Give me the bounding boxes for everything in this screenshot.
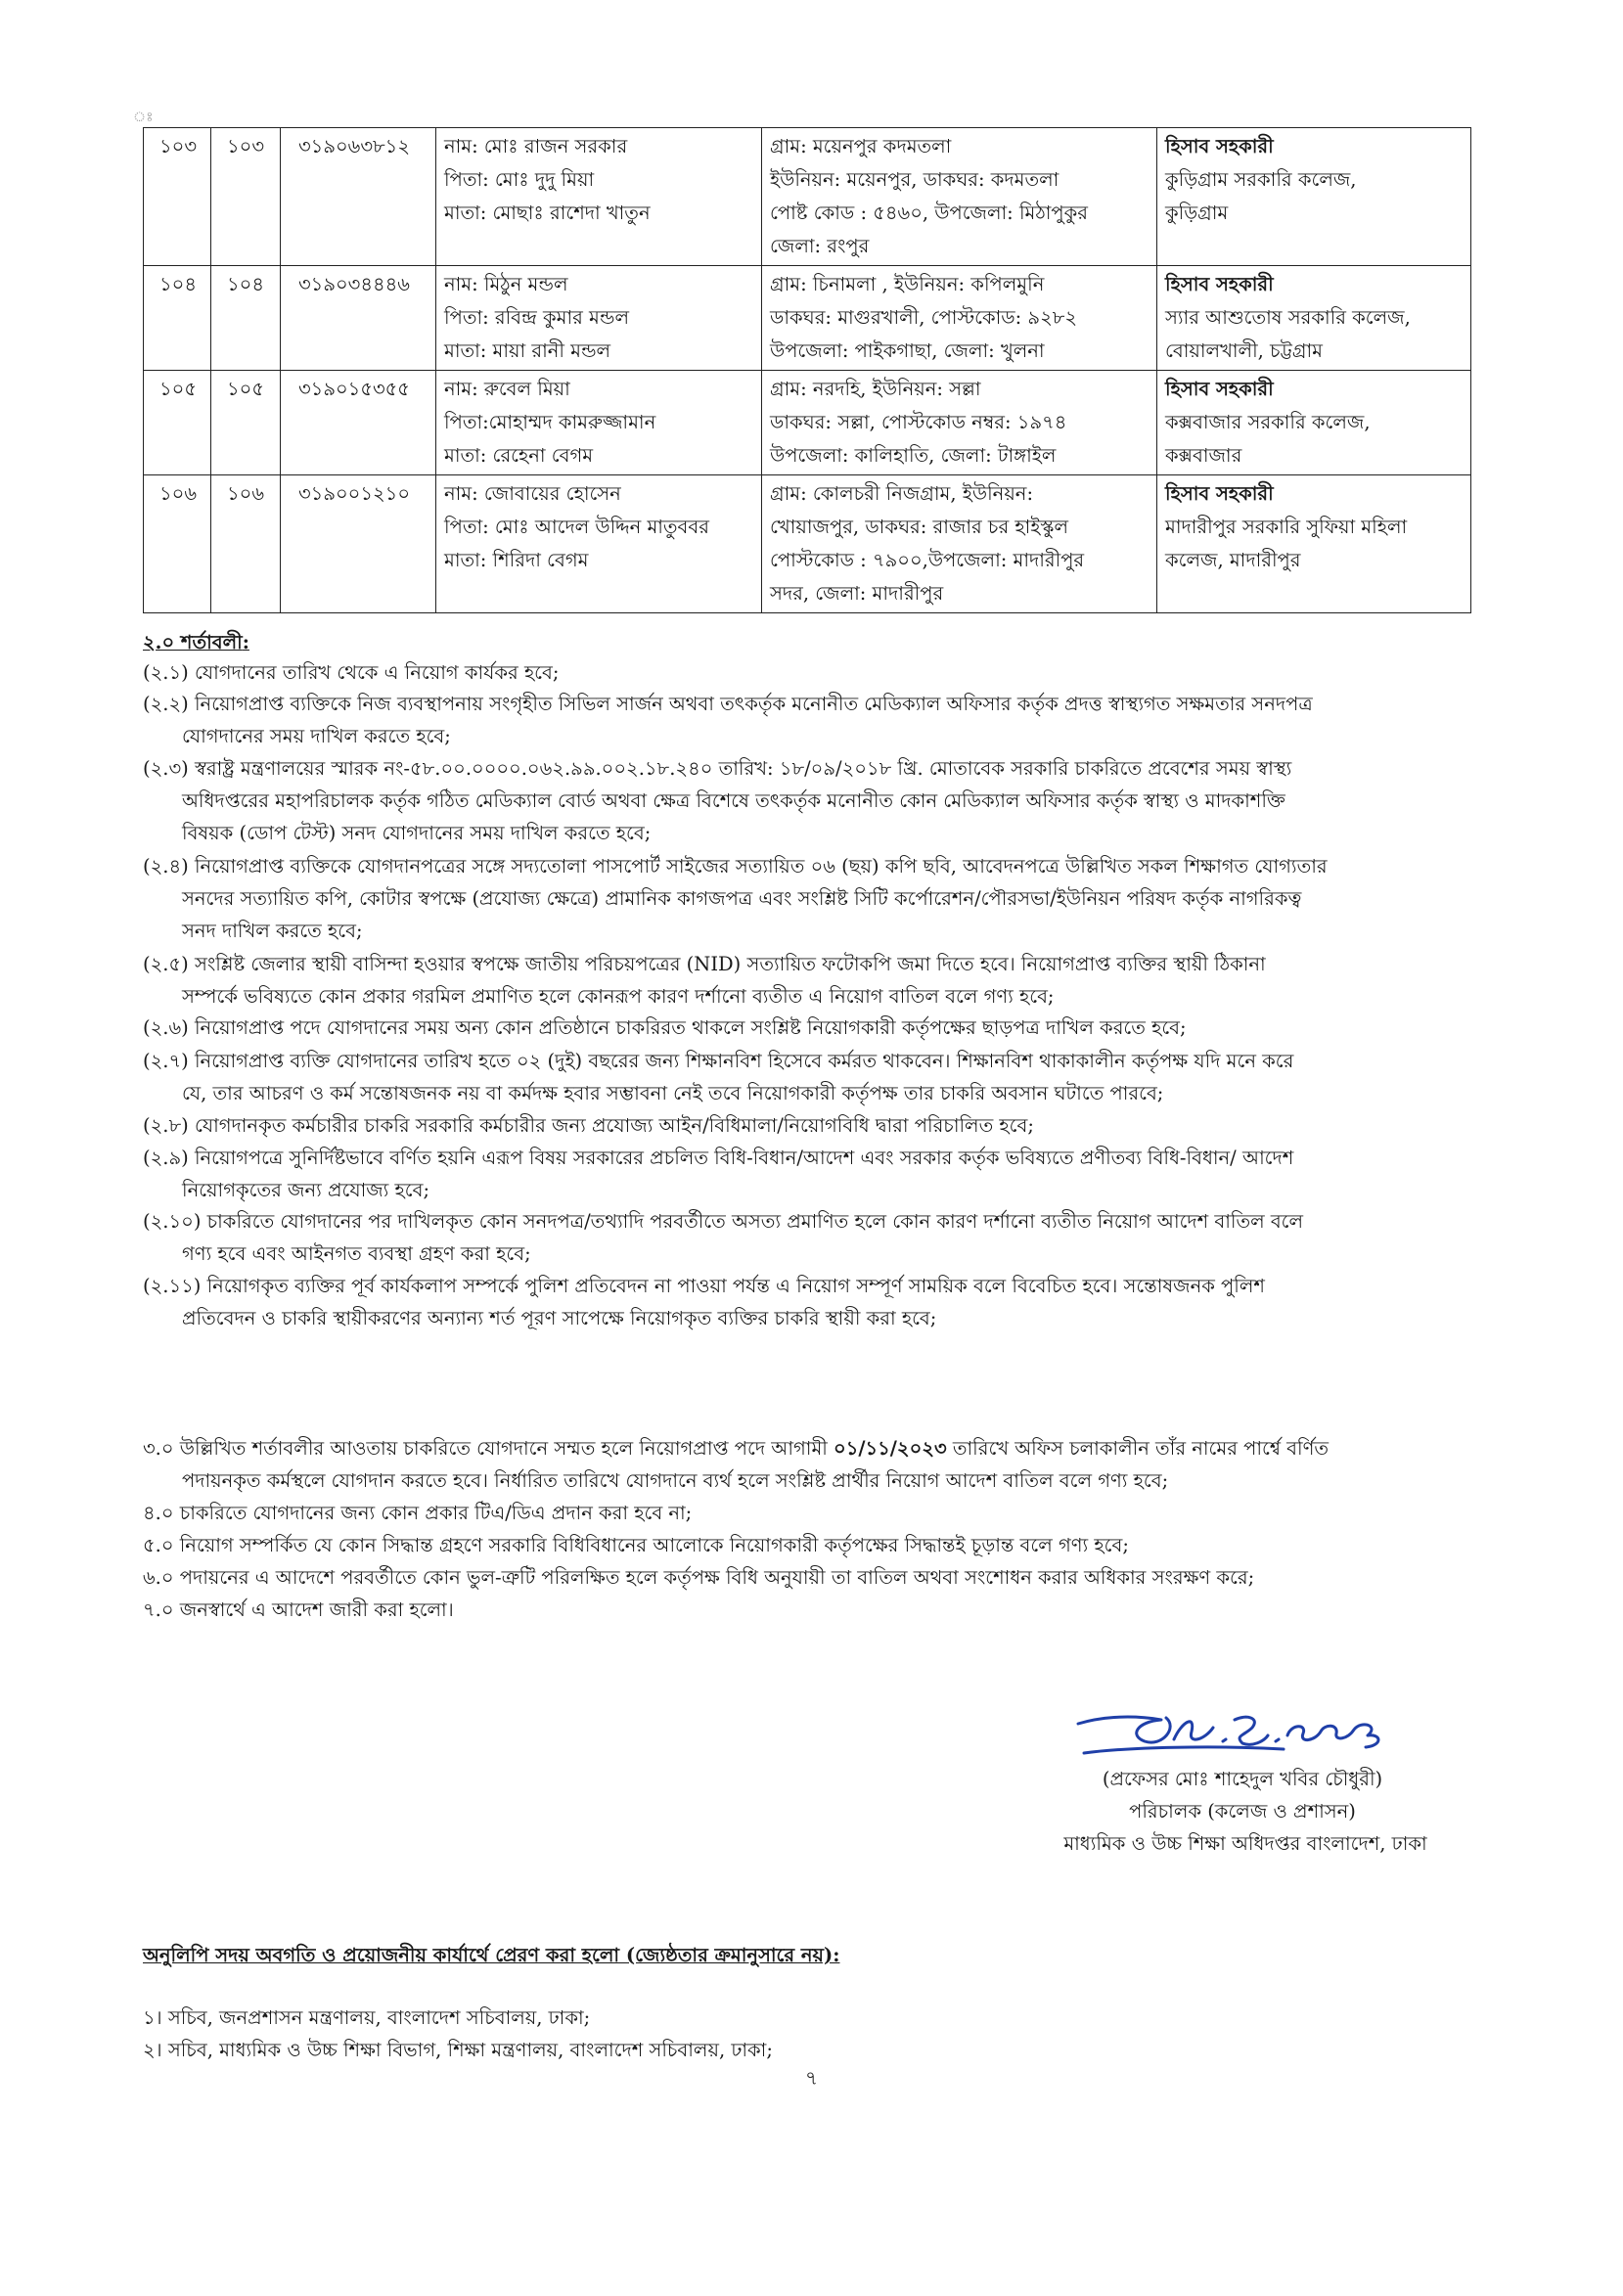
candidate-info-line: নাম: মিঠুন মন্ডল [444, 273, 568, 295]
merit-cell: ১০৪ [211, 266, 281, 371]
condition-line: (২.১১) নিয়োগকৃত ব্যক্তির পূর্ব কার্যকলাপ সম্পর্কে পুলিশ প্রতিবেদন না পাওয়া পর্যন্ত এ নিয়োগ সম্পূর্ণ সাময়িক বলে বিবেচিত হবে। সন্তোষজনক পুলিশ [143, 1275, 1265, 1297]
candidate-info-line: পিতা: রবিন্দ্র কুমার মন্ডল [444, 306, 629, 329]
post-title: হিসাব সহকারী [1165, 378, 1274, 400]
posting-line: স্যার আশুতোষ সরকারি কলেজ, [1165, 306, 1411, 329]
address-line: গ্রাম: ময়েনপুর কদমতলা [770, 135, 952, 158]
condition-line: অধিদপ্তরের মহাপরিচালক কর্তৃক গঠিত মেডিক্যাল বোর্ড অথবা ক্ষেত্র বিশেষে তৎকর্তৃক মনোনীত কোন মেডিক্যাল অফিসার কর্তৃক স্বাস্থ্য ও মাদকাশক্তি [182, 789, 1285, 812]
merit-cell: ১০৩ [211, 128, 281, 266]
condition-line: (২.১) যোগদানের তারিখ থেকে এ নিয়োগ কার্যকর হবে; [143, 661, 560, 684]
condition-line: (২.৮) যোগদানকৃত কর্মচারীর চাকরি সরকারি কর্মচারীর জন্য প্রযোজ্য আইন/বিধিমালা/নিয়োগবিধি দ্বারা পরিচালিত হবে; [143, 1114, 1034, 1137]
candidate-info-line: নাম: মোঃ রাজন সরকার [444, 135, 628, 158]
copy-item: ২। সচিব, মাধ্যমিক ও উচ্চ শিক্ষা বিভাগ, শিক্ষা মন্ত্রণালয়, বাংলাদেশ সচিবালয়, ঢাকা; [143, 2039, 773, 2061]
condition-line: বিষয়ক (ডোপ টেস্ট) সনদ যোগদানের সময় দাখিল করতে হবে; [182, 822, 652, 844]
condition-line: (২.৪) নিয়োগপ্রাপ্ত ব্যক্তিকে যোগদানপত্রের সঙ্গে সদ্যতোলা পাসপোর্ট সাইজের সত্যায়িত ০৬ (ছয়) কপি ছবি, আবেদনপত্রে উল্লিখিত সকল শিক্ষাগত যোগ্যতার [143, 855, 1328, 878]
condition-line: (২.৯) নিয়োগপত্রে সুনির্দিষ্টভাবে বর্ণিত হয়নি এরূপ বিষয় সরকারের প্রচলিত বিধি-বিধান/আদেশ এবং সরকার কর্তৃক ভবিষ্যতে প্রণীতব্য বিধি-বিধান/ আদেশ [143, 1147, 1294, 1169]
table-row [144, 266, 1471, 371]
posting-cell [1157, 128, 1471, 266]
candidate-info-line: মাতা: মোছাঃ রাশেদা খাতুন [444, 202, 651, 224]
address-line: উপজেলা: কালিহাতি, জেলা: টাঙ্গাইল [770, 444, 1057, 467]
table-row [144, 371, 1471, 475]
post-title: হিসাব সহকারী [1165, 482, 1274, 505]
condition-line: যে, তার আচরণ ও কর্ম সন্তোষজনক নয় বা কর্মদক্ষ হবার সম্ভাবনা নেই তবে নিয়োগকারী কর্তৃপক্ষ তার চাকরি অবসান ঘটাতে পারবে; [182, 1082, 1164, 1104]
candidate-info-line: পিতা:মোহাম্মদ কামরুজ্জামান [444, 411, 656, 433]
paragraph-3-text-before: ৩.০ উল্লিখিত শর্তাবলীর আওতায় চাকরিতে যোগদানে সম্মত হলে নিয়োগপ্রাপ্ত পদে আগামী [143, 1437, 834, 1460]
condition-item [143, 752, 1471, 849]
candidate-info-line: নাম: রুবেল মিয়া [444, 378, 570, 400]
terms-heading-suffix: : [242, 631, 249, 653]
condition-line: সনদের সত্যায়িত কপি, কোটার স্বপক্ষে (প্রযোজ্য ক্ষেত্রে) প্রামানিক কাগজপত্র এবং সংশ্লিষ্ট সিটি কর্পোরেশন/পৌরসভা/ইউনিয়ন পরিষদ কর্তৃক নাগরিকত্ব [182, 887, 1302, 910]
address-line: পোষ্ট কোড : ৫৪৬০, উপজেলা: মিঠাপুকুর [770, 202, 1089, 224]
paragraph-6: ৬.০ পদায়নের এ আদেশে পরবর্তীতে কোন ভুল-ত্রুটি পরিলক্ষিত হলে কর্তৃপক্ষ বিধি অনুযায়ী তা বাতিল অথবা সংশোধন করার অধিকার সংরক্ষণ করে; [143, 1566, 1255, 1589]
address-line: ডাকঘর: সল্লা, পোস্টকোড নম্বর: ১৯৭৪ [770, 411, 1067, 433]
terms-heading [143, 626, 249, 658]
condition-item [143, 1270, 1471, 1334]
page-number: ৭ [804, 2066, 818, 2090]
address-line: জেলা: রংপুর [770, 235, 870, 257]
officer-designation: পরিচালক (কলেজ ও প্রশাসন) [1129, 1800, 1356, 1823]
candidate-info-cell [436, 371, 762, 475]
address-line: খোয়াজপুর, ডাকঘর: রাজার চর হাইস্কুল [770, 516, 1068, 538]
condition-line: (২.৫) সংশ্লিষ্ট জেলার স্থায়ী বাসিন্দা হওয়ার স্বপক্ষে জাতীয় পরিচয়পত্রের (NID) সত্যায়িত ফটোকপি জমা দিতে হবে। নিয়োগপ্রাপ্ত ব্যক্তির স্থায়ী ঠিকানা [143, 953, 1266, 975]
posting-line: কক্সবাজার সরকারি কলেজ, [1165, 411, 1371, 433]
condition-line: (২.৬) নিয়োগপ্রাপ্ত পদে যোগদানের সময় অন্য কোন প্রতিষ্ঠানে চাকরিরত থাকলে সংশ্লিষ্ট নিয়োগকারী কর্তৃপক্ষের ছাড়পত্র দাখিল করতে হবে; [143, 1016, 1187, 1039]
condition-item [143, 850, 1471, 947]
condition-line: সনদ দাখিল করতে হবে; [182, 920, 363, 942]
condition-item [143, 1109, 1471, 1142]
condition-item [143, 1142, 1471, 1206]
condition-line: যোগদানের সময় দাখিল করতে হবে; [182, 725, 451, 747]
posting-cell [1157, 475, 1471, 613]
post-title: হিসাব সহকারী [1165, 273, 1274, 295]
condition-item [143, 1012, 1471, 1044]
roll-cell: ৩১৯০৬৩৮১২ [281, 128, 436, 266]
posting-line: মাদারীপুর সরকারি সুফিয়া মহিলা [1165, 516, 1408, 538]
posting-line: বোয়ালখালী, চট্টগ্রাম [1165, 339, 1323, 362]
officer-name: (প্রফেসর মোঃ শাহেদুল খবির চৌধুরী) [1102, 1768, 1383, 1790]
serial-cell: ১০৬ [144, 475, 211, 613]
paragraph-7: ৭.০ জনস্বার্থে এ আদেশ জারী করা হলো। [143, 1598, 454, 1621]
condition-line: গণ্য হবে এবং আইনগত ব্যবস্থা গ্রহণ করা হবে; [182, 1242, 531, 1265]
address-cell [762, 128, 1157, 266]
joining-date: ০১/১১/২০২৩ [834, 1437, 947, 1460]
table-row [144, 128, 1471, 266]
condition-item [143, 1045, 1471, 1109]
condition-line: (২.২) নিয়োগপ্রাপ্ত ব্যক্তিকে নিজ ব্যবস্থাপনায় সংগৃহীত সিভিল সার্জন অথবা তৎকর্তৃক মনোনীত মেডিক্যাল অফিসার কর্তৃক প্রদত্ত স্বাস্থ্যগত সক্ষমতার সনদপত্র [143, 693, 1313, 715]
address-line: ইউনিয়ন: ময়েনপুর, ডাকঘর: কদমতলা [770, 168, 1059, 191]
roll-cell: ৩১৯০০১২১০ [281, 475, 436, 613]
post-title: হিসাব সহকারী [1165, 135, 1274, 158]
appointment-table [143, 127, 1471, 613]
roll-cell: ৩১৯০৩৪৪৪৬ [281, 266, 436, 371]
copy-item: ১। সচিব, জনপ্রশাসন মন্ত্রণালয়, বাংলাদেশ সচিবালয়, ঢাকা; [143, 2006, 591, 2029]
posting-line: কলেজ, মাদারীপুর [1165, 549, 1301, 571]
condition-item [143, 948, 1471, 1013]
condition-line: (২.৭) নিয়োগপ্রাপ্ত ব্যক্তি যোগদানের তারিখ হতে ০২ (দুই) বছরের জন্য শিক্ষানবিশ হিসেবে কর্মরত থাকবেন। শিক্ষানবিশ থাকাকালীন কর্তৃপক্ষ যদি মনে করে [143, 1050, 1294, 1072]
paragraph-3-line-1 [143, 1432, 1471, 1464]
condition-line: (২.৩) স্বরাষ্ট্র মন্ত্রণালয়ের স্মারক নং-৫৮.০০.০০০০.০৬২.৯৯.০০২.১৮.২৪০ তারিখ: ১৮/০৯/২০১৮ খ্রি. মোতাবেক সরকারি চাকরিতে প্রবেশের সময় স্বাস্থ্য [143, 757, 1292, 780]
paragraph-5: ৫.০ নিয়োগ সম্পর্কিত যে কোন সিদ্ধান্ত গ্রহণে সরকারি বিধিবিধানের আলোকে নিয়োগকারী কর্তৃপক্ষের সিদ্ধান্তই চূড়ান্ত বলে গণ্য হবে; [143, 1534, 1129, 1556]
officer-office: মাধ্যমিক ও উচ্চ শিক্ষা অধিদপ্তর বাংলাদেশ, ঢাকা [1063, 1832, 1427, 1855]
posting-cell [1157, 266, 1471, 371]
candidate-info-line: মাতা: মায়া রানী মন্ডল [444, 339, 611, 362]
candidate-info-line: নাম: জোবায়ের হোসেন [444, 482, 621, 505]
condition-line: নিয়োগকৃতের জন্য প্রযোজ্য হবে; [182, 1179, 430, 1201]
address-line: গ্রাম: নরদহি, ইউনিয়ন: সল্লা [770, 378, 981, 400]
serial-cell: ১০৩ [144, 128, 211, 266]
candidate-info-line: মাতা: রেহেনা বেগম [444, 444, 594, 467]
posting-line: কুড়িগ্রাম [1165, 202, 1229, 224]
address-line: ডাকঘর: মাগুরখালী, পোস্টকোড: ৯২৮২ [770, 306, 1078, 329]
paragraph-3 [143, 1432, 1471, 1497]
candidate-info-line: মাতা: শিরিদা বেগম [444, 549, 589, 571]
address-line: পোস্টকোড : ৭৯০০,উপজেলা: মাদারীপুর [770, 549, 1085, 571]
condition-item [143, 688, 1471, 752]
copy-distribution-heading: অনুলিপি সদয় অবগতি ও প্রয়োজনীয় কার্যার্থে প্রেরণ করা হলো (জ্যেষ্ঠতার ক্রমানুসারে নয়): [143, 1944, 840, 1966]
condition-line: (২.১০) চাকরিতে যোগদানের পর দাখিলকৃত কোন সনদপত্র/তথ্যাদি পরবর্তীতে অসত্য প্রমাণিত হলে কোন কারণ দর্শানো ব্যতীত নিয়োগ আদেশ বাতিল বলে [143, 1210, 1304, 1233]
condition-item [143, 656, 1471, 689]
address-line: গ্রাম: চিনামলা , ইউনিয়ন: কপিলমুনি [770, 273, 1045, 295]
merit-cell: ১০৬ [211, 475, 281, 613]
paragraph-4: ৪.০ চাকরিতে যোগদানের জন্য কোন প্রকার টিএ/ডিএ প্রদান করা হবে না; [143, 1502, 693, 1524]
merit-cell: ১০৫ [211, 371, 281, 475]
address-cell [762, 475, 1157, 613]
candidate-info-cell [436, 128, 762, 266]
candidate-info-cell [436, 266, 762, 371]
condition-line: প্রতিবেদন ও চাকরি স্থায়ীকরণের অন্যান্য শর্ত পূরণ সাপেক্ষে নিয়োগকৃত ব্যক্তির চাকরি স্থায়ী করা হবে; [182, 1307, 937, 1329]
serial-cell: ১০৪ [144, 266, 211, 371]
posting-line: কুড়িগ্রাম সরকারি কলেজ, [1165, 168, 1357, 191]
condition-line: সম্পর্কে ভবিষ্যতে কোন প্রকার গরমিল প্রমাণিত হলে কোনরূপ কারণ দর্শানো ব্যতীত এ নিয়োগ বাতিল বলে গণ্য হবে; [182, 985, 1055, 1008]
candidate-info-cell [436, 475, 762, 613]
condition-item [143, 1205, 1471, 1270]
address-cell [762, 371, 1157, 475]
candidate-info-line: পিতা: মোঃ আদেল উদ্দিন মাতুববর [444, 516, 709, 538]
address-line: উপজেলা: পাইকগাছা, জেলা: খুলনা [770, 339, 1045, 362]
paragraph-3-text-after: তারিখে অফিস চলাকালীন তাঁর নামের পার্শ্বে বর্ণিত [946, 1437, 1330, 1460]
address-line: গ্রাম: কোলচরী নিজগ্রাম, ইউনিয়ন: [770, 482, 1034, 505]
table-row [144, 475, 1471, 613]
serial-cell: ১০৫ [144, 371, 211, 475]
table-body [144, 128, 1471, 613]
terms-heading-text: ২.০ শর্তাবলী [143, 631, 243, 653]
address-line: সদর, জেলা: মাদারীপুর [770, 582, 944, 605]
paragraph-3-line-2: পদায়নকৃত কর্মস্থলে যোগদান করতে হবে। নির্ধারিত তারিখে যোগদানে ব্যর্থ হলে সংশ্লিষ্ট প্রার্থীর নিয়োগ আদেশ বাতিল বলে গণ্য হবে; [182, 1469, 1169, 1492]
address-cell [762, 266, 1157, 371]
candidate-info-line: পিতা: মোঃ দুদু মিয়া [444, 168, 595, 191]
roll-cell: ৩১৯০১৫৩৫৫ [281, 371, 436, 475]
posting-line: কক্সবাজার [1165, 444, 1242, 467]
handwritten-signature [1068, 1685, 1391, 1773]
posting-cell [1157, 371, 1471, 475]
scan-mark: ঃ [133, 110, 154, 125]
